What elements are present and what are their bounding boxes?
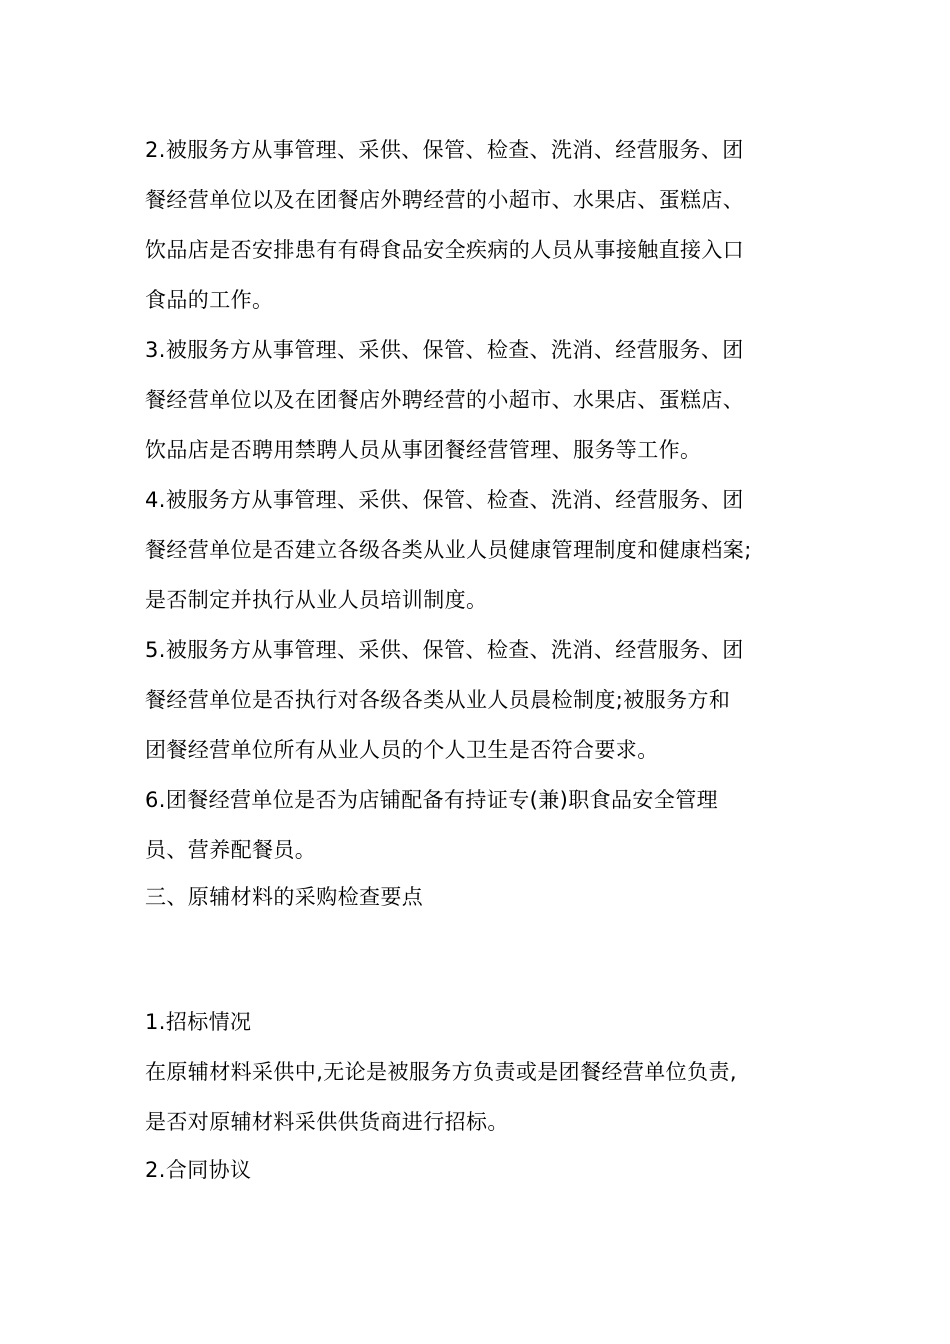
paragraph-item-5 (145, 625, 805, 775)
text-line: 饮品店是否安排患有有碍食品安全疾病的人员从事接触直接入口 (145, 238, 745, 262)
section-heading (145, 872, 805, 922)
text-line: 餐经营单位以及在团餐店外聘经营的小超市、水果店、蛋糕店、 (145, 388, 745, 412)
text-line: 团餐经营单位所有从业人员的个人卫生是否符合要求。 (145, 738, 659, 762)
paragraph-item-4 (145, 475, 805, 625)
text-line: 2.被服务方从事管理、采供、保管、检查、洗消、经营服务、团 (145, 138, 744, 162)
paragraph-item-6 (145, 775, 805, 875)
subsection-contract (145, 1145, 805, 1195)
text-line: 是否制定并执行从业人员培训制度。 (145, 588, 488, 612)
text-line: 餐经营单位以及在团餐店外聘经营的小超市、水果店、蛋糕店、 (145, 188, 745, 212)
subsection-bidding (145, 997, 805, 1147)
text-line: 员、营养配餐员。 (145, 838, 317, 862)
paragraph-item-3 (145, 325, 805, 475)
text-line: 餐经营单位是否执行对各级各类从业人员晨检制度;被服务方和 (145, 688, 731, 712)
text-line: 是否对原辅材料采供供货商进行招标。 (145, 1110, 509, 1134)
text-line: 饮品店是否聘用禁聘人员从事团餐经营管理、服务等工作。 (145, 438, 702, 462)
text-line: 6.团餐经营单位是否为店铺配备有持证专(兼)职食品安全管理 (145, 788, 719, 812)
text-line: 4.被服务方从事管理、采供、保管、检查、洗消、经营服务、团 (145, 488, 744, 512)
subsection-heading: 1.招标情况 (145, 1010, 252, 1034)
text-line: 在原辅材料采供中,无论是被服务方负责或是团餐经营单位负责, (145, 1060, 737, 1084)
text-line: 3.被服务方从事管理、采供、保管、检查、洗消、经营服务、团 (145, 338, 744, 362)
text-line: 餐经营单位是否建立各级各类从业人员健康管理制度和健康档案; (145, 538, 752, 562)
text-line: 5.被服务方从事管理、采供、保管、检查、洗消、经营服务、团 (145, 638, 744, 662)
subsection-heading: 2.合同协议 (145, 1158, 252, 1182)
paragraph-item-2 (145, 125, 805, 325)
text-line: 食品的工作。 (145, 288, 274, 312)
section-heading-text: 三、原辅材料的采购检查要点 (145, 885, 424, 909)
